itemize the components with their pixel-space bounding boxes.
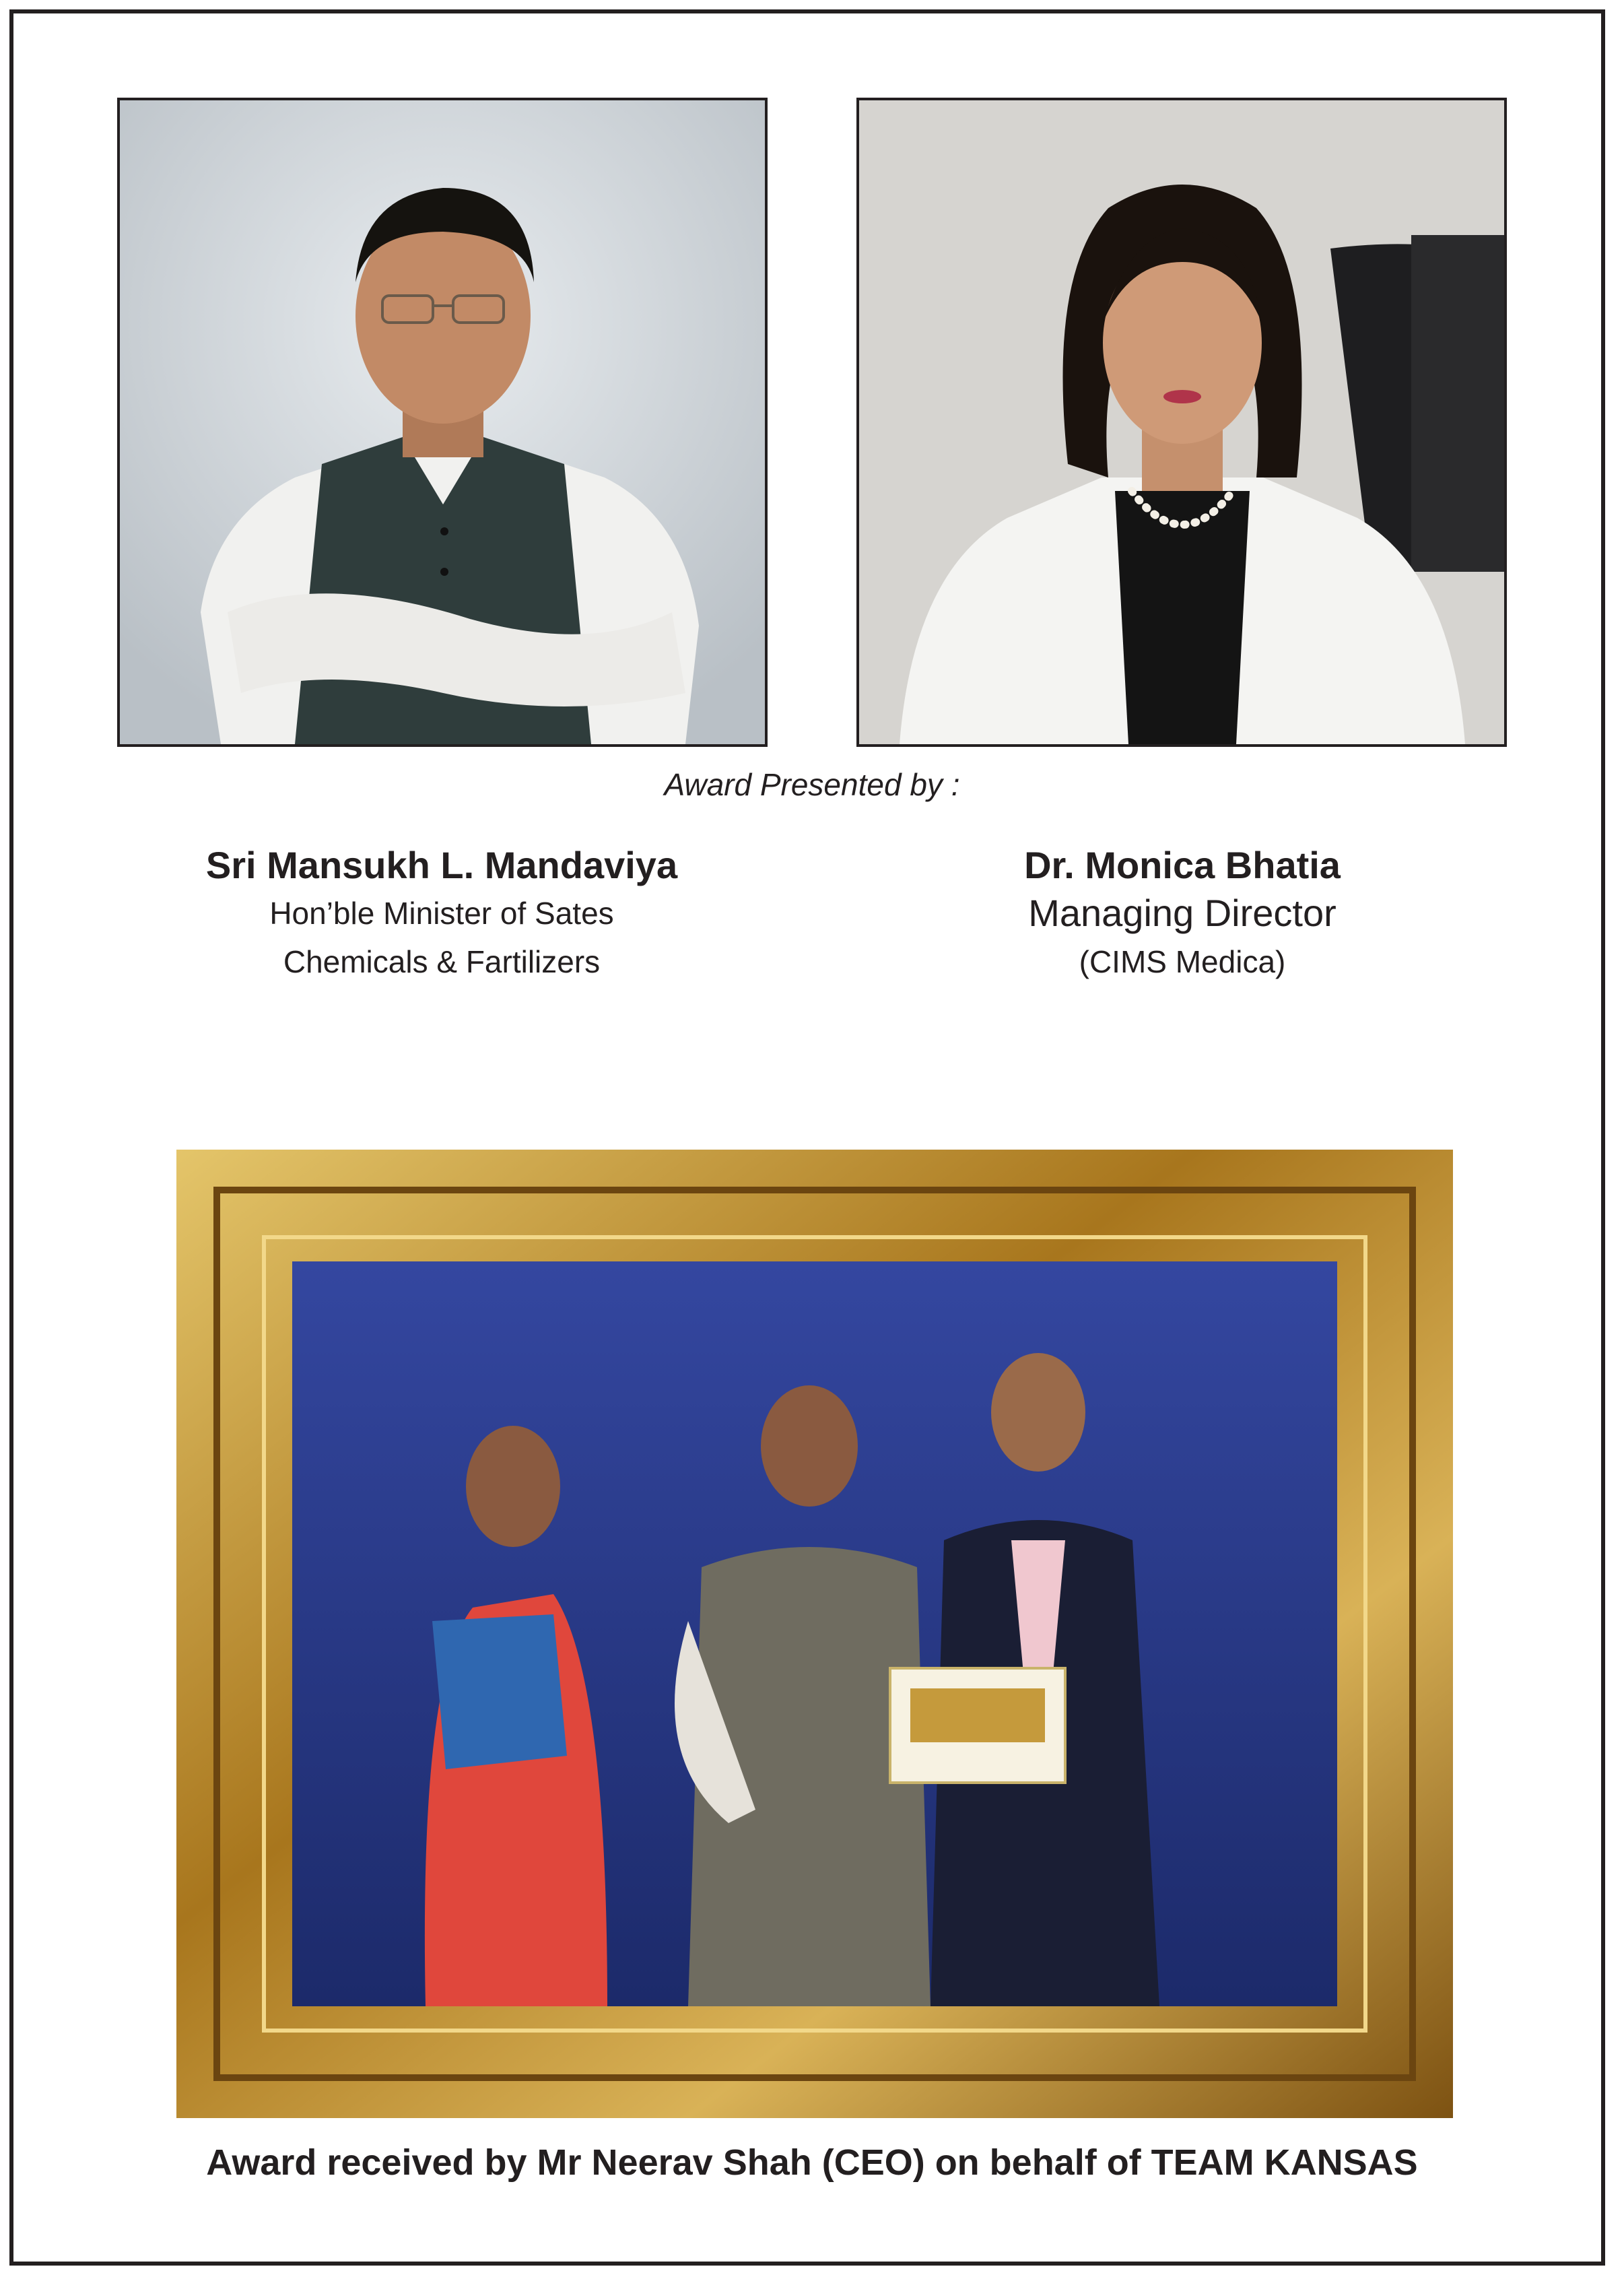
presenter-block-right xyxy=(852,842,1512,986)
framed-award-photo xyxy=(176,1150,1453,2118)
presenter-title: Managing Director xyxy=(1028,892,1337,934)
presenter-title: Hon’ble Minister of Sates xyxy=(269,896,614,931)
portrait-photo-bhatia xyxy=(856,98,1507,747)
presenter-block-left xyxy=(112,842,772,986)
presenter-name: Dr. Monica Bhatia xyxy=(1024,844,1341,886)
award-received-caption: Award received by Mr Neerav Shah (CEO) on behalf of TEAM KANSAS xyxy=(206,2142,1418,2183)
award-presented-by-caption: Award Presented by : xyxy=(664,767,960,802)
portrait-photo-mandaviya xyxy=(117,98,768,747)
presenter-organization: (CIMS Medica) xyxy=(1079,944,1286,979)
presenter-name: Sri Mansukh L. Mandaviya xyxy=(205,844,678,886)
presenter-department: Chemicals & Fartilizers xyxy=(283,944,601,979)
